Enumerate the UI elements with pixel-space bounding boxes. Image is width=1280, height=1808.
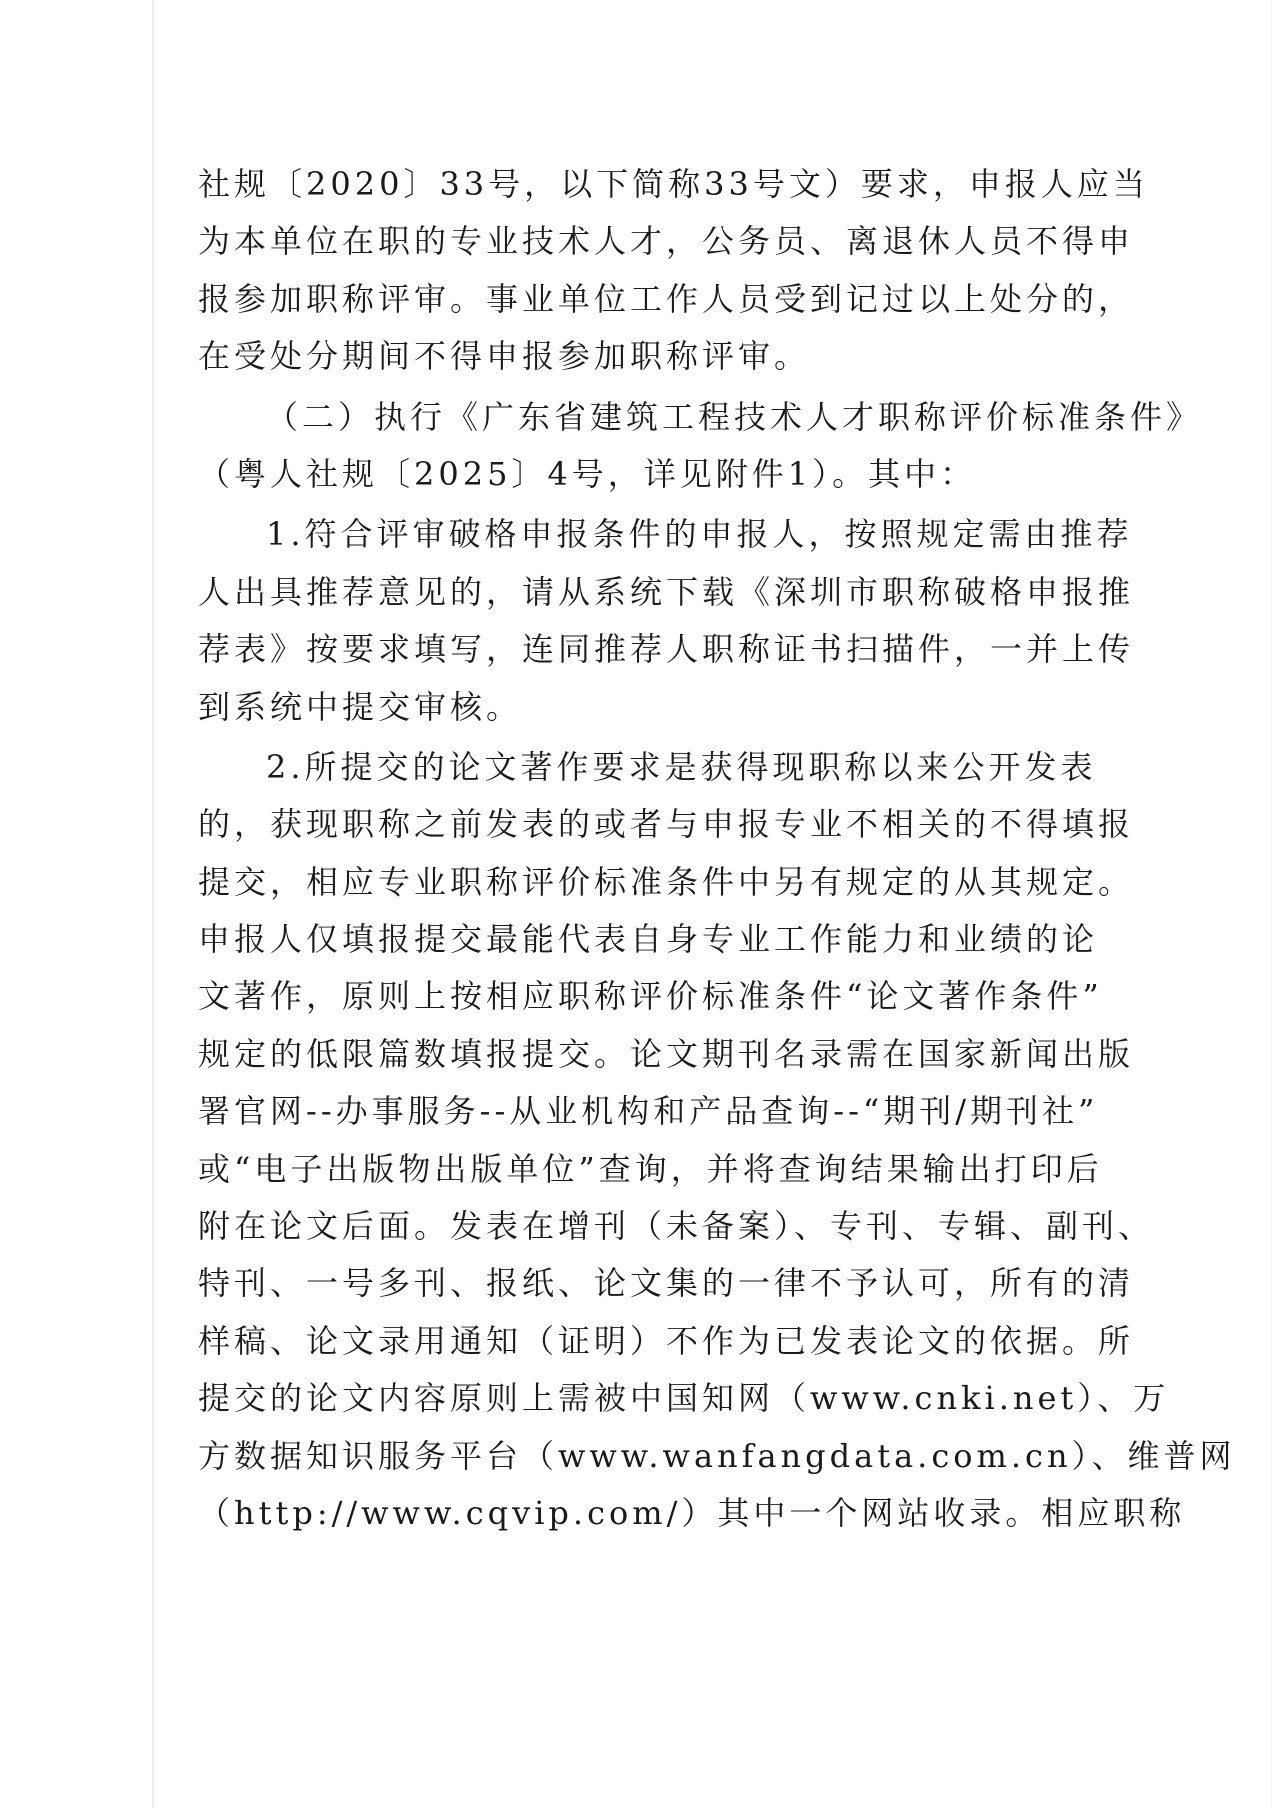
paragraph-applicant-eligibility bbox=[198, 156, 1149, 386]
text-line: 提交的论文内容原则上需被中国知网（www.cnki.net）、万 bbox=[198, 1379, 1170, 1418]
text-line: 人出具推荐意见的，请从系统下载《深圳市职称破格申报推 bbox=[198, 572, 1135, 611]
text-line: 2.所提交的论文著作要求是获得现职称以来公开发表 bbox=[266, 747, 1097, 786]
text-line: 文著作，原则上按相应职称评价标准条件“论文著作条件” bbox=[198, 977, 1103, 1016]
text-line: 规定的低限篇数填报提交。论文期刊名录需在国家新闻出版 bbox=[198, 1034, 1135, 1073]
text-line: 附在论文后面。发表在增刊（未备案）、专刊、专辑、副刊、 bbox=[198, 1207, 1155, 1246]
text-line: （粤人社规〔2025〕4号，详见附件1）。其中： bbox=[198, 454, 977, 493]
text-line: 1.符合评审破格申报条件的申报人，按照规定需由推荐 bbox=[266, 515, 1133, 554]
text-line: 申报人仅填报提交最能代表自身专业工作能力和业绩的论 bbox=[198, 920, 1099, 959]
text-line: （http://www.cqvip.com/）其中一个网站收录。相应职称 bbox=[198, 1493, 1186, 1532]
text-line: 为本单位在职的专业技术人才，公务员、离退休人员不得申 bbox=[198, 222, 1135, 261]
text-line: 在受处分期间不得申报参加职称评审。 bbox=[198, 337, 811, 376]
document-page bbox=[198, 156, 1236, 1542]
text-line: 社规〔2020〕33号，以下简称33号文）要求，申报人应当 bbox=[198, 165, 1149, 203]
text-line: （二）执行《广东省建筑工程技术人才职称评价标准条件》 bbox=[266, 397, 1203, 436]
paragraph-evaluation-standard bbox=[198, 389, 1203, 504]
paragraph-exceptional-application bbox=[198, 506, 1135, 736]
text-line: 到系统中提交审核。 bbox=[198, 687, 523, 726]
text-line: 特刊、一号多刊、报纸、论文集的一律不予认可，所有的清 bbox=[198, 1264, 1135, 1303]
text-line: 的，获现职称之前发表的或者与申报专业不相关的不得填报 bbox=[198, 805, 1135, 844]
paragraph-paper-requirements bbox=[198, 739, 1236, 1542]
scan-edge-left bbox=[152, 0, 154, 1808]
scan-edge-right bbox=[1271, 0, 1272, 1808]
text-line: 署官网--办事服务--从业机构和产品查询--“期刊/期刊社” bbox=[198, 1092, 1099, 1131]
text-line: 样稿、论文录用通知（证明）不作为已发表论文的依据。所 bbox=[198, 1321, 1135, 1360]
text-line: 荐表》按要求填写，连同推荐人职称证书扫描件，一并上传 bbox=[198, 630, 1135, 669]
text-line: 方数据知识服务平台（www.wanfangdata.com.cn）、维普网 bbox=[198, 1436, 1236, 1475]
text-line: 提交，相应专业职称评价标准条件中另有规定的从其规定。 bbox=[198, 862, 1135, 901]
text-line: 报参加职称评审。事业单位工作人员受到记过以上处分的， bbox=[198, 279, 1135, 318]
text-line: 或“电子出版物出版单位”查询，并将查询结果输出打印后 bbox=[198, 1149, 1103, 1188]
